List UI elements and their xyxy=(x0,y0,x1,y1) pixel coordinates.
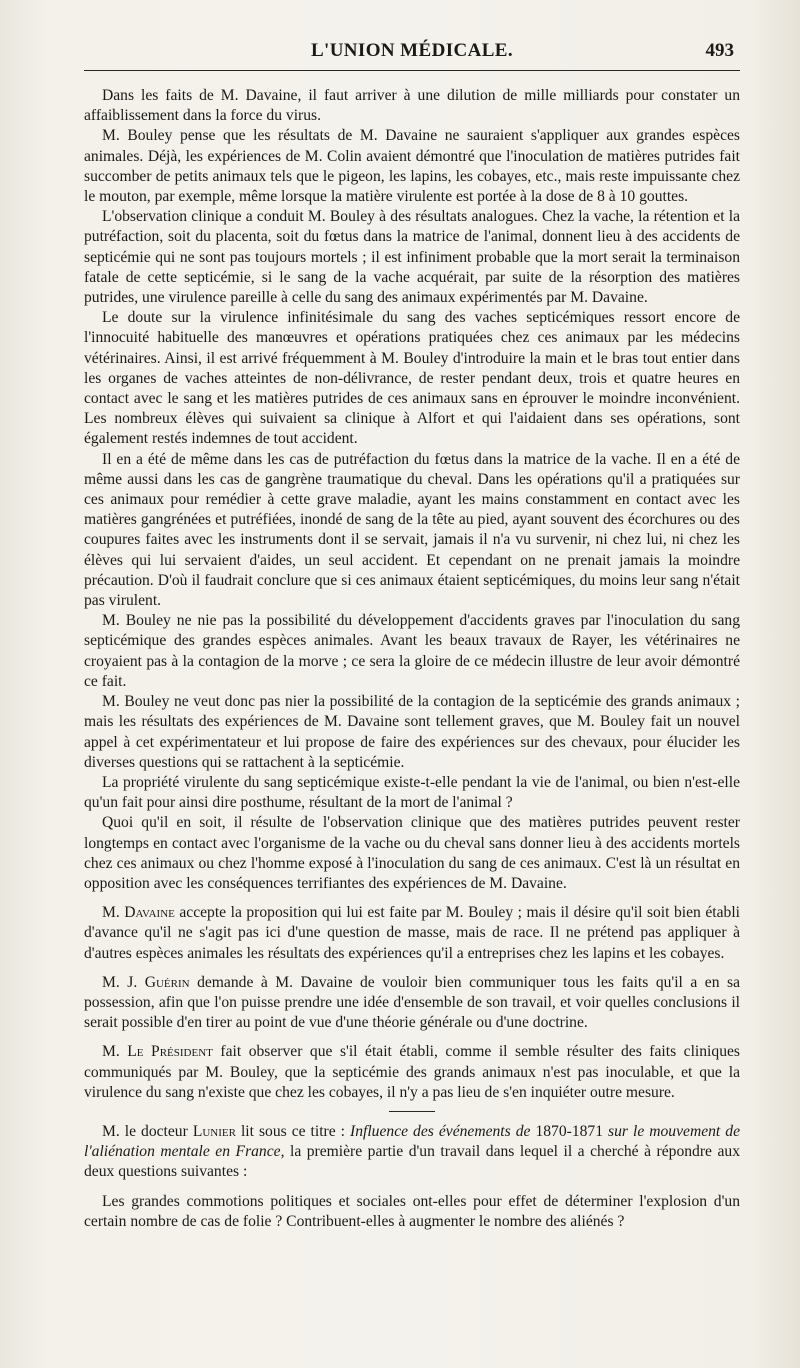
speaker-name: M. Davaine xyxy=(102,904,175,922)
paragraph: Le doute sur la virulence infinitésimale du sang des vaches septicémiques ressort encore de l'innocuité habituelle des manœuvres et opérations pratiquées chez ces animaux par les médecins vétérinaires. Ainsi, il est arrivé fréquemment à M. Bouley d'introduire la main et le bras tout entier dans les organes de vaches atteintes de non-délivrance, de rester pendant deux, trois et quatre heures en contact avec le sang et les matières putrides de ces animaux sans en éprouver le moindre inconvénient. Les nombreux élèves qui suivaient sa clinique à Alfort et qui l'aidaient dans ses opérations, sont également restés indemnes de tout accident. xyxy=(84,309,740,448)
speaker-name: M. J. Guérin xyxy=(102,973,190,991)
page-number: 493 xyxy=(705,40,734,61)
lunier-mid: lit sous ce titre : xyxy=(235,1122,351,1140)
speaker-name: Lunier xyxy=(192,1122,236,1140)
paragraph: M. Bouley ne veut donc pas nier la possibilité de la contagion de la septicémie des grands animaux ; mais les résultats des expériences de M. Davaine sont tellement graves, que M. Bouley fait un nouvel appel à cet expérimentateur et lui propose de faire des expériences sur des chevaux, pour élucider les diverses questions qui se rattachent à la septicémie. xyxy=(84,693,740,771)
page-header xyxy=(84,38,740,68)
reply-paragraph xyxy=(84,1042,740,1103)
work-years: 1870-1871 xyxy=(535,1122,604,1140)
work-title: Influence des événements de xyxy=(350,1122,536,1140)
article-body xyxy=(84,86,740,1232)
paragraph: Quoi qu'il en soit, il résulte de l'observation clinique que des matières putrides peuvent rester longtemps en contact avec l'organisme de la vache ou du cheval sans donner lieu à des accidents mortels chez ces animaux ou chez l'homme exposé à l'inoculation du sang de ces animaux. C'est là un résultat en opposition avec les conséquences terrifiantes des expériences de M. Davaine. xyxy=(84,814,740,892)
reply-text: demande à M. Davaine de vouloir bien communiquer tous les faits qu'il a en sa possession, afin que l'on puisse prendre une idée d'ensemble de son travail, et voir quelles conclusions il serait possible d'en tirer au point de vue d'une théorie générale ou d'une doctrine. xyxy=(84,973,740,1032)
lunier-tail: la première partie d'un travail dans lequel il a cherché à répondre aux deux questions suivantes : xyxy=(84,1143,740,1181)
lunier-lead: M. le docteur xyxy=(102,1122,193,1140)
reply-paragraph xyxy=(84,903,740,964)
paragraph: Il en a été de même dans les cas de putréfaction du fœtus dans la matrice de la vache. Il en a été de même aussi dans les cas de gangrène traumatique du cheval. Dans les opérations qu'il a pratiquées sur ces animaux pour remédier à cette grave maladie, ayant les mains constamment en contact avec les matières gangrénées et putréfiées, inondé de sang de la tête au pied, ayant souvent des écorchures ou des coupures faites avec les instruments dont il se servait, jamais il n'a vu survenir, ni chez lui, ni chez les élèves qui lui servaient d'aides, un seul accident. Et cependant on ne prenait jamais la moindre précaution. D'où il faudrait conclure que si ces animaux étaient septicémiques, du moins leur sang n'était pas virulent. xyxy=(84,450,740,610)
lunier-paragraph xyxy=(84,1122,740,1183)
header-rule xyxy=(84,70,740,71)
paragraph: L'observation clinique a conduit M. Bouley à des résultats analogues. Chez la vache, la rétention et la putréfaction, soit du placenta, soit du fœtus dans la matrice de l'animal, donnent lieu à des accidents de septicémie qui ne sont pas toujours mortels ; il est infiniment probable que la mort serait la terminaison fatale de cette septicémie, si le sang de la vache acquérait, par suite de la résorption des matières putrides, une virulence pareille à celle du sang des animaux expérimentés par M. Davaine. xyxy=(84,208,740,307)
paragraph: M. Bouley ne nie pas la possibilité du développement d'accidents graves par l'inoculation du sang septicémique des grandes espèces animales. Avant les beaux travaux de Rayer, les vétérinaires ne croyaient pas à la contagion de la morve ; ce sera la gloire de ce médecin illustre de leur avoir démontré ce fait. xyxy=(84,612,740,690)
reply-text: accepte la proposition qui lui est faite par M. Bouley ; mais il désire qu'il soit bien établi d'avance qu'il ne s'agit pas ici d'une question de masse, mais de race. Il ne prétend pas appliquer à d'autres espèces animales les résultats des expériences qu'il a entreprises chez les lapins et les cobayes. xyxy=(84,904,740,962)
work-title-continued: sur le mouvement de l'aliénation mentale en France, xyxy=(84,1122,740,1161)
speaker-name: M. Le Président xyxy=(102,1043,213,1061)
paragraph: La propriété virulente du sang septicémique existe-t-elle pendant la vie de l'animal, ou bien n'est-elle qu'un fait pour ainsi dire posthume, résultant de la mort de l'animal ? xyxy=(84,773,740,812)
section-divider xyxy=(389,1111,435,1112)
reply-text: fait observer que s'il était établi, comme il semble résulter des faits cliniques communiqués par M. Bouley, que la septicémie des grands animaux n'est pas inoculable, et que la virulence du sang n'existe que chez les cobayes, il n'y a pas lieu de s'en inquiéter outre mesure. xyxy=(84,1043,740,1101)
paragraph: Les grandes commotions politiques et sociales ont-elles pour effet de déterminer l'explosion d'un certain nombre de cas de folie ? Contribuent-elles à augmenter le nombre des aliénés ? xyxy=(84,1192,740,1230)
paragraph: Dans les faits de M. Davaine, il faut arriver à une dilution de mille milliards pour constater un affaiblissement dans la force du virus. xyxy=(84,87,740,125)
running-title: L'UNION MÉDICALE. xyxy=(310,40,514,61)
reply-paragraph xyxy=(84,973,740,1034)
paragraph: M. Bouley pense que les résultats de M. Davaine ne sauraient s'appliquer aux grandes espèces animales. Déjà, les expériences de M. Colin avaient démontré que l'inoculation de matières putrides fait succomber de petits animaux tels que le pigeon, les lapins, les cobayes, etc., mais reste impuissante chez le mouton, par exemple, même lorsque la matière virulente est portée à la dose de 8 à 10 gouttes. xyxy=(84,127,740,206)
